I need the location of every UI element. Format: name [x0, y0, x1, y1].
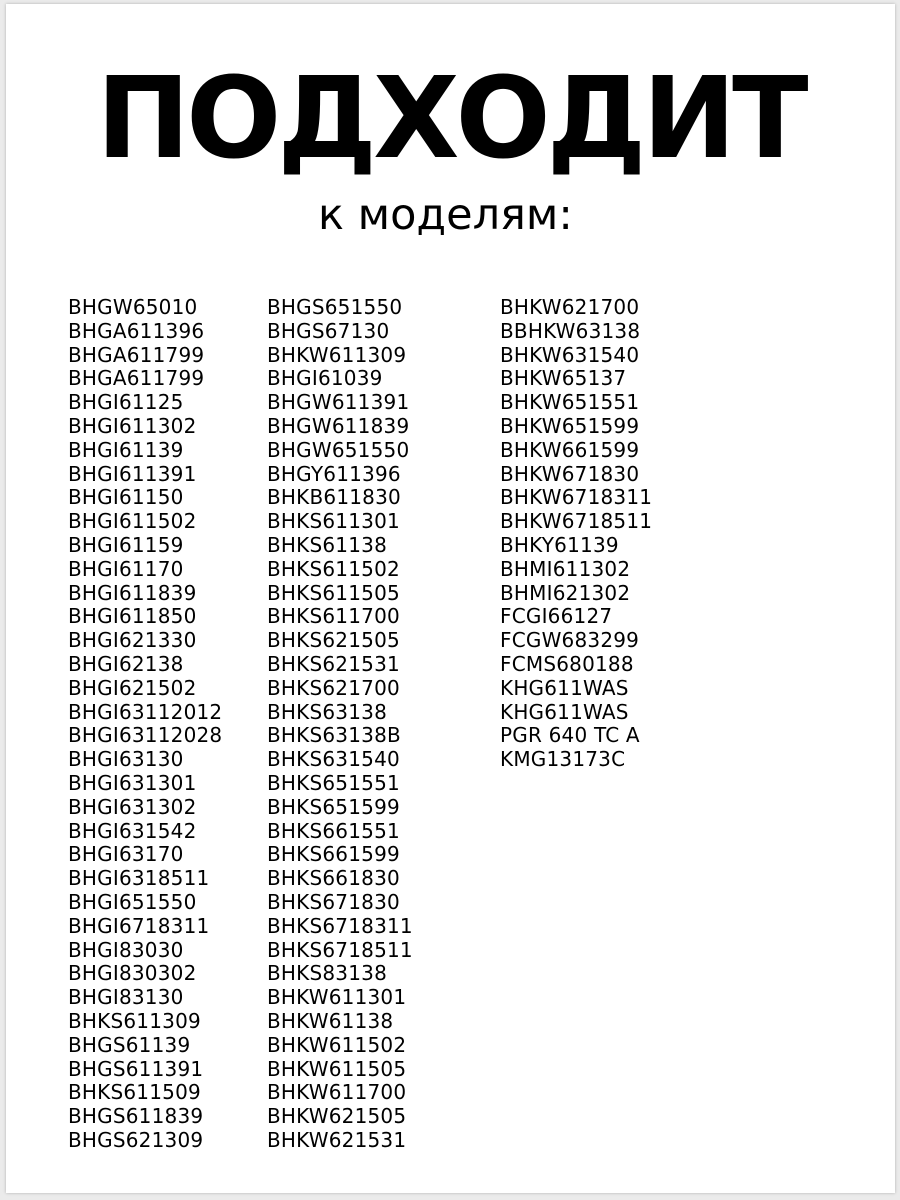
model-item: BHKW621531	[267, 1127, 407, 1152]
model-item: BHGI63112028	[68, 723, 223, 748]
model-item: BHGI611391	[68, 461, 197, 486]
model-item: KHG611WAS	[500, 675, 629, 700]
model-item: BHGI61039	[267, 366, 383, 391]
model-item: BHKW65137	[500, 366, 627, 391]
model-item: BHGS611839	[68, 1104, 204, 1129]
model-item: BHKS63138B	[267, 723, 401, 748]
model-item: BHKW611301	[267, 985, 407, 1010]
model-item: BHKW651599	[500, 413, 640, 438]
model-item: BHKS661551	[267, 818, 400, 843]
model-item: BHKS611700	[267, 604, 400, 629]
model-item: BHGI63130	[68, 747, 184, 772]
model-item: BHKW621700	[500, 295, 640, 319]
model-item: BHKW651551	[500, 390, 640, 415]
model-item: PGR 640 TC A	[500, 723, 640, 748]
model-item: BHGA611799	[68, 366, 205, 391]
model-item: BHGI61125	[68, 390, 184, 415]
model-item: BHGW651550	[267, 437, 410, 462]
model-item: BHGI83030	[68, 937, 184, 962]
model-item: BHKW631540	[500, 342, 640, 367]
model-item: BHGW611391	[267, 390, 410, 415]
model-item: BHGI651550	[68, 889, 197, 914]
model-item: BHKY61139	[500, 532, 619, 557]
model-item: BHKS661599	[267, 842, 400, 867]
model-item: BHKS651599	[267, 794, 400, 819]
model-item: BHKS621700	[267, 675, 400, 700]
model-item: BHGI63170	[68, 842, 184, 867]
model-item: BHGI631301	[68, 770, 197, 795]
model-item: BHGI83130	[68, 985, 184, 1010]
model-item: BHKW661599	[500, 437, 640, 462]
model-item: BHKS671830	[267, 889, 400, 914]
model-item: BHKS631540	[267, 747, 400, 772]
model-item: KMG13173C	[500, 747, 626, 772]
model-item: BHKS61138	[267, 532, 387, 557]
model-item: BHKW6718511	[500, 509, 653, 534]
model-item: BHGW611839	[267, 413, 410, 438]
page-sheet	[6, 4, 895, 1193]
model-item: BHGI6318511	[68, 866, 210, 891]
model-item: BHGI63112012	[68, 699, 223, 724]
model-item: BHGI631542	[68, 818, 197, 843]
model-item: BHGS651550	[267, 295, 403, 319]
model-item: BHKS6718311	[267, 913, 413, 938]
model-item: FCGW683299	[500, 628, 640, 653]
model-item: BHKB611830	[267, 485, 401, 510]
model-item: BHGI611850	[68, 604, 197, 629]
model-item: BHGI61150	[68, 485, 184, 510]
model-item: BHKW621505	[267, 1104, 407, 1129]
model-item: BHMI611302	[500, 556, 631, 581]
model-item: BHKS611509	[68, 1080, 201, 1105]
model-item: BHGI621330	[68, 628, 197, 653]
model-item: BHGA611396	[68, 318, 205, 343]
model-item: BHGI61159	[68, 532, 184, 557]
model-item: BHKW611502	[267, 1032, 407, 1057]
model-item: BHGY611396	[267, 461, 401, 486]
model-list-column-3	[500, 296, 652, 772]
model-item: BHGI61139	[68, 437, 184, 462]
model-item: BHKW61138	[267, 1008, 394, 1033]
model-item: BHKS611505	[267, 580, 400, 605]
model-item: BHKW671830	[500, 461, 640, 486]
model-item: FCMS680188	[500, 651, 634, 676]
model-item: BHKS661830	[267, 866, 400, 891]
model-item: BHGI611302	[68, 413, 197, 438]
model-item: FCGI66127	[500, 604, 613, 629]
model-item: BHKS611301	[267, 509, 400, 534]
model-item: BHKS6718511	[267, 937, 413, 962]
model-item: BHKS621531	[267, 651, 400, 676]
model-item: BHGI61170	[68, 556, 184, 581]
page-title: ПОДХОДИТ	[96, 54, 805, 184]
model-item: BHGI62138	[68, 651, 184, 676]
model-item: BHKS63138	[267, 699, 387, 724]
model-list-column-1	[68, 296, 222, 1153]
model-item: BHKW611309	[267, 342, 407, 367]
model-item: BHMI621302	[500, 580, 631, 605]
model-item: BHGS67130	[267, 318, 390, 343]
model-item: BHKW611505	[267, 1056, 407, 1081]
model-item: BHGA611799	[68, 342, 205, 367]
model-item: BHGS611391	[68, 1056, 204, 1081]
model-item: BHKS621505	[267, 628, 400, 653]
model-item: BHKW611700	[267, 1080, 407, 1105]
model-item: BHGI631302	[68, 794, 197, 819]
model-item: KHG611WAS	[500, 699, 629, 724]
page-subtitle: к моделям:	[318, 190, 573, 240]
model-item: BHKS611309	[68, 1008, 201, 1033]
model-item: BHKS651551	[267, 770, 400, 795]
model-item: BHGI6718311	[68, 913, 210, 938]
model-item: BHGI621502	[68, 675, 197, 700]
model-item: BBHKW63138	[500, 318, 641, 343]
model-item: BHGS61139	[68, 1032, 191, 1057]
model-item: BHGI830302	[68, 961, 197, 986]
model-item: BHGS621309	[68, 1127, 204, 1152]
model-item: BHKS83138	[267, 961, 387, 986]
model-list-column-2	[267, 296, 413, 1153]
model-item: BHGW65010	[68, 295, 198, 319]
model-item: BHKS611502	[267, 556, 400, 581]
model-item: BHGI611839	[68, 580, 197, 605]
model-item: BHKW6718311	[500, 485, 653, 510]
model-item: BHGI611502	[68, 509, 197, 534]
